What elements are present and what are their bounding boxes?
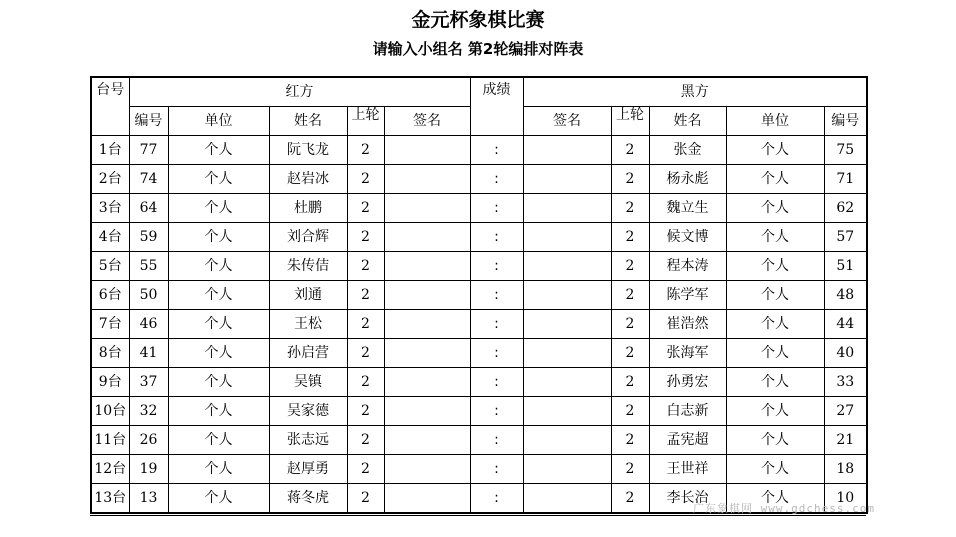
black-unit-cell: 个人: [726, 136, 824, 165]
black-number-cell: 75: [824, 136, 867, 165]
black-name-cell: 孙勇宏: [649, 368, 726, 397]
board-cell: 2台: [91, 165, 129, 194]
black-signature-cell[interactable]: [523, 136, 611, 165]
black-last-round-cell: 2: [611, 484, 649, 514]
table-row: [91, 165, 867, 194]
black-unit-cell: 个人: [726, 484, 824, 514]
board-cell: 7台: [91, 310, 129, 339]
red-unit-cell: 个人: [168, 484, 269, 514]
red-unit-cell: 个人: [168, 397, 269, 426]
red-name-cell: 王松: [269, 310, 347, 339]
black-unit-cell: 个人: [726, 223, 824, 252]
table-row: [91, 136, 867, 165]
red-signature-cell[interactable]: [384, 484, 470, 514]
black-number-cell: 62: [824, 194, 867, 223]
red-signature-cell[interactable]: [384, 426, 470, 455]
board-cell: 11台: [91, 426, 129, 455]
black-name-cell: 陈学军: [649, 281, 726, 310]
black-number-cell: 71: [824, 165, 867, 194]
black-signature-cell[interactable]: [523, 368, 611, 397]
board-cell: 8台: [91, 339, 129, 368]
board-cell: 12台: [91, 455, 129, 484]
black-name-cell: 王世祥: [649, 455, 726, 484]
red-signature-cell[interactable]: [384, 252, 470, 281]
red-last-round-cell: 2: [347, 310, 384, 339]
black-last-round-cell: 2: [611, 339, 649, 368]
red-unit-cell: 个人: [168, 339, 269, 368]
black-unit-cell: 个人: [726, 368, 824, 397]
red-signature-cell[interactable]: [384, 397, 470, 426]
result-cell: :: [470, 339, 523, 368]
red-name-cell: 刘合辉: [269, 223, 347, 252]
black-unit-cell: 个人: [726, 194, 824, 223]
red-number-cell: 74: [129, 165, 168, 194]
red-number-cell: 64: [129, 194, 168, 223]
black-signature-cell[interactable]: [523, 194, 611, 223]
result-cell: :: [470, 455, 523, 484]
board-cell: 9台: [91, 368, 129, 397]
red-signature-cell[interactable]: [384, 339, 470, 368]
result-cell: :: [470, 223, 523, 252]
red-last-round-cell: 2: [347, 368, 384, 397]
red-last-round-cell: 2: [347, 397, 384, 426]
red-last-round-cell: 2: [347, 136, 384, 165]
red-last-round-cell: 2: [347, 223, 384, 252]
black-unit-cell: 个人: [726, 455, 824, 484]
red-unit-cell: 个人: [168, 165, 269, 194]
red-signature-cell[interactable]: [384, 136, 470, 165]
black-unit-cell: 个人: [726, 281, 824, 310]
result-cell: :: [470, 426, 523, 455]
board-cell: 10台: [91, 397, 129, 426]
red-last-round-cell: 2: [347, 455, 384, 484]
red-name-cell: 蒋冬虎: [269, 484, 347, 514]
red-number-cell: 77: [129, 136, 168, 165]
black-number-cell: 27: [824, 397, 867, 426]
black-number-cell: 57: [824, 223, 867, 252]
black-signature-cell[interactable]: [523, 223, 611, 252]
page-subtitle: 请输入小组名 第2轮编排对阵表: [372, 40, 584, 58]
red-signature-header: 签名: [384, 107, 470, 136]
black-last-round-cell: 2: [611, 252, 649, 281]
red-name-cell: 阮飞龙: [269, 136, 347, 165]
red-number-cell: 32: [129, 397, 168, 426]
black-signature-cell[interactable]: [523, 397, 611, 426]
table-row: [91, 194, 867, 223]
red-side-header: 红方: [129, 77, 470, 107]
result-cell: :: [470, 165, 523, 194]
table-row: [91, 252, 867, 281]
board-cell: 5台: [91, 252, 129, 281]
black-last-round-cell: 2: [611, 223, 649, 252]
red-number-header: 编号: [129, 107, 168, 136]
red-unit-cell: 个人: [168, 310, 269, 339]
red-signature-cell[interactable]: [384, 455, 470, 484]
table-row: [91, 310, 867, 339]
black-last-round-cell: 2: [611, 165, 649, 194]
black-last-round-cell: 2: [611, 310, 649, 339]
red-last-round-cell: 2: [347, 281, 384, 310]
black-name-cell: 魏立生: [649, 194, 726, 223]
board-cell: 6台: [91, 281, 129, 310]
black-name-header: 姓名: [649, 107, 726, 136]
black-name-cell: 崔浩然: [649, 310, 726, 339]
red-last-round-cell: 2: [347, 194, 384, 223]
red-name-cell: 吴镇: [269, 368, 347, 397]
black-name-cell: 孟宪超: [649, 426, 726, 455]
red-number-cell: 19: [129, 455, 168, 484]
black-name-cell: 杨永彪: [649, 165, 726, 194]
table-row: [91, 339, 867, 368]
red-number-cell: 13: [129, 484, 168, 514]
black-last-round-cell: 2: [611, 136, 649, 165]
red-signature-cell[interactable]: [384, 165, 470, 194]
red-last-round-cell: 2: [347, 252, 384, 281]
black-number-cell: 21: [824, 426, 867, 455]
black-unit-cell: 个人: [726, 397, 824, 426]
black-name-cell: 白志新: [649, 397, 726, 426]
black-last-round-cell: 2: [611, 397, 649, 426]
red-number-cell: 55: [129, 252, 168, 281]
result-cell: :: [470, 281, 523, 310]
red-last-round-cell: 2: [347, 426, 384, 455]
black-name-cell: 李长治: [649, 484, 726, 514]
pairing-table: [90, 76, 868, 514]
red-signature-cell[interactable]: [384, 310, 470, 339]
red-number-cell: 46: [129, 310, 168, 339]
black-last-round-cell: 2: [611, 281, 649, 310]
black-unit-cell: 个人: [726, 165, 824, 194]
black-name-cell: 张海军: [649, 339, 726, 368]
black-number-cell: 51: [824, 252, 867, 281]
black-last-round-cell: 2: [611, 426, 649, 455]
result-cell: :: [470, 368, 523, 397]
black-last-round-cell: 2: [611, 194, 649, 223]
red-last-round-cell: 2: [347, 484, 384, 514]
black-unit-header: 单位: [726, 107, 824, 136]
red-unit-header: 单位: [168, 107, 269, 136]
black-signature-cell[interactable]: [523, 165, 611, 194]
black-number-cell: 33: [824, 368, 867, 397]
red-unit-cell: 个人: [168, 368, 269, 397]
red-signature-cell[interactable]: [384, 194, 470, 223]
red-number-cell: 26: [129, 426, 168, 455]
black-unit-cell: 个人: [726, 252, 824, 281]
black-name-cell: 候文博: [649, 223, 726, 252]
black-last-round-cell: 2: [611, 368, 649, 397]
result-cell: :: [470, 484, 523, 514]
red-unit-cell: 个人: [168, 136, 269, 165]
red-number-cell: 41: [129, 339, 168, 368]
black-signature-cell[interactable]: [523, 484, 611, 514]
red-name-cell: 吴家德: [269, 397, 347, 426]
black-signature-cell[interactable]: [523, 252, 611, 281]
black-unit-cell: 个人: [726, 339, 824, 368]
red-unit-cell: 个人: [168, 281, 269, 310]
red-name-cell: 朱传佶: [269, 252, 347, 281]
black-unit-cell: 个人: [726, 426, 824, 455]
black-number-cell: 40: [824, 339, 867, 368]
header-row-top: [91, 77, 867, 107]
board-cell: 4台: [91, 223, 129, 252]
board-cell: 1台: [91, 136, 129, 165]
result-cell: :: [470, 194, 523, 223]
red-signature-cell[interactable]: [384, 281, 470, 310]
red-unit-cell: 个人: [168, 455, 269, 484]
red-name-cell: 赵岩冰: [269, 165, 347, 194]
black-number-header: 编号: [824, 107, 867, 136]
red-last-round-header: 上轮: [347, 107, 384, 136]
red-number-cell: 37: [129, 368, 168, 397]
black-signature-cell[interactable]: [523, 310, 611, 339]
black-signature-header: 签名: [523, 107, 611, 136]
black-signature-cell[interactable]: [523, 455, 611, 484]
black-number-cell: 18: [824, 455, 867, 484]
red-signature-cell[interactable]: [384, 223, 470, 252]
board-header: 台号: [91, 77, 129, 136]
result-cell: :: [470, 252, 523, 281]
black-number-cell: 44: [824, 310, 867, 339]
page-title: 金元杯象棋比赛: [411, 9, 545, 31]
table-row: [91, 281, 867, 310]
red-name-cell: 张志远: [269, 426, 347, 455]
table-row: [91, 368, 867, 397]
black-last-round-cell: 2: [611, 455, 649, 484]
red-unit-cell: 个人: [168, 194, 269, 223]
table-row: [91, 397, 867, 426]
red-name-cell: 刘通: [269, 281, 347, 310]
black-name-cell: 程本涛: [649, 252, 726, 281]
black-number-cell: 48: [824, 281, 867, 310]
black-signature-cell[interactable]: [523, 281, 611, 310]
black-number-cell: 10: [824, 484, 867, 514]
red-unit-cell: 个人: [168, 223, 269, 252]
black-side-header: 黑方: [523, 77, 867, 107]
result-cell: :: [470, 310, 523, 339]
red-number-cell: 50: [129, 281, 168, 310]
red-last-round-cell: 2: [347, 339, 384, 368]
result-cell: :: [470, 136, 523, 165]
result-header: 成绩: [470, 77, 523, 136]
red-number-cell: 59: [129, 223, 168, 252]
black-name-cell: 张金: [649, 136, 726, 165]
red-name-cell: 赵厚勇: [269, 455, 347, 484]
black-signature-cell[interactable]: [523, 339, 611, 368]
board-cell: 13台: [91, 484, 129, 514]
table-row: [91, 223, 867, 252]
red-name-cell: 杜鹏: [269, 194, 347, 223]
table-row: [91, 426, 867, 455]
black-signature-cell[interactable]: [523, 426, 611, 455]
site-watermark: 广东象棋网 www.gdchess.com: [693, 502, 875, 515]
black-last-round-header: 上轮: [611, 107, 649, 136]
red-unit-cell: 个人: [168, 252, 269, 281]
red-signature-cell[interactable]: [384, 368, 470, 397]
red-unit-cell: 个人: [168, 426, 269, 455]
black-unit-cell: 个人: [726, 310, 824, 339]
red-last-round-cell: 2: [347, 165, 384, 194]
red-name-header: 姓名: [269, 107, 347, 136]
board-cell: 3台: [91, 194, 129, 223]
result-cell: :: [470, 397, 523, 426]
red-name-cell: 孙启营: [269, 339, 347, 368]
table-row: [91, 455, 867, 484]
